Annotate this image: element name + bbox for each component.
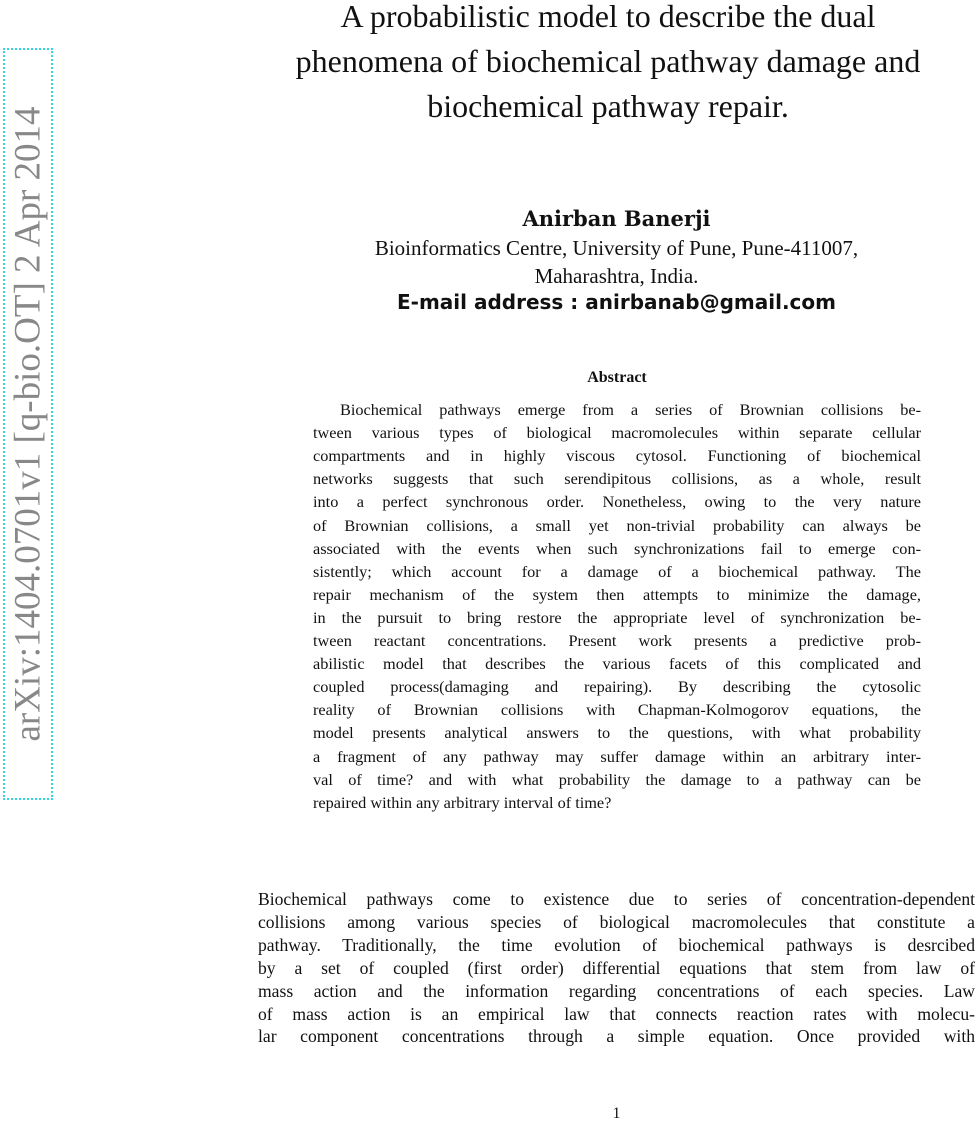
abstract-line: tween reactant concentrations. Present work presents a predictive prob-	[313, 631, 921, 650]
abstract-line: of Brownian collisions, a small yet non-trivial probability can always be	[313, 515, 921, 535]
affiliation: Maharashtra, India.	[534, 264, 699, 288]
affiliation: Bioinformatics Centre, University of Pune, Pune-411007,	[374, 236, 859, 260]
author-name: Anirban Banerji	[522, 206, 711, 231]
abstract-line: sistently; which account for a damage of a biochemical pathway. The	[313, 561, 921, 581]
arxiv-stamp	[3, 48, 53, 800]
body-line: of mass action is an empirical law that connects reaction rates with molecu-	[258, 1003, 975, 1024]
body-line: Biochemical pathways come to existence due to series of concentration-dependent	[258, 889, 975, 909]
abstract-line: repair mechanism of the system then attempts to minimize the damage,	[313, 584, 921, 604]
abstract-line: a fragment of any pathway may suffer damage within an arbitrary inter-	[313, 746, 921, 766]
title-line: phenomena of biochemical pathway damage and	[295, 43, 921, 79]
arxiv-id: arXiv:1404.0701v1 [q-bio.OT] 2 Apr 2014	[7, 106, 49, 742]
abstract-line: model presents analytical answers to the questions, with what probability	[313, 723, 921, 743]
page-number: 1	[612, 1105, 621, 1122]
abstract-line: val of time? and with what probability the damage to a pathway can be	[313, 769, 921, 789]
abstract-line: abilistic model that describes the various facets of this complicated and	[313, 654, 921, 674]
abstract-line: tween various types of biological macromolecules within separate cellular	[313, 423, 921, 443]
title-line: biochemical pathway repair.	[427, 88, 789, 124]
abstract-line: repaired within any arbitrary interval of time?	[313, 792, 612, 812]
abstract-heading: Abstract	[587, 369, 647, 386]
body-line: lar component concentrations through a simple equation. Once provided with	[258, 1026, 975, 1047]
body-line: collisions among various species of biological macromolecules that constitute a	[258, 911, 975, 932]
abstract-line: compartments and in highly viscous cytosol. Functioning of biochemical	[313, 446, 921, 466]
abstract-line: reality of Brownian collisions with Chapman-Kolmogorov equations, the	[313, 700, 921, 720]
body-line: mass action and the information regarding concentrations of each species. Law	[258, 980, 975, 1001]
abstract-line: in the pursuit to bring restore the appropriate level of synchronization be-	[313, 607, 921, 627]
abstract-line: networks suggests that such serendipitous collisions, as a whole, result	[313, 469, 921, 489]
abstract-line: Biochemical pathways emerge from a series of Brownian collisions be-	[340, 400, 921, 419]
email: E-mail address : anirbanab@gmail.com	[397, 290, 836, 314]
body-line: pathway. Traditionally, the time evolution of biochemical pathways is desrcibed	[258, 934, 975, 955]
abstract-line: into a perfect synchronous order. Nonetheless, owing to the very nature	[313, 492, 921, 512]
abstract-line: coupled process(damaging and repairing). By describing the cytosolic	[313, 677, 921, 697]
title-line: A probabilistic model to describe the dual	[340, 0, 876, 34]
body-line: by a set of coupled (first order) differential equations that stem from law of	[258, 957, 975, 978]
abstract-line: associated with the events when such synchronizations fail to emerge con-	[313, 538, 921, 558]
